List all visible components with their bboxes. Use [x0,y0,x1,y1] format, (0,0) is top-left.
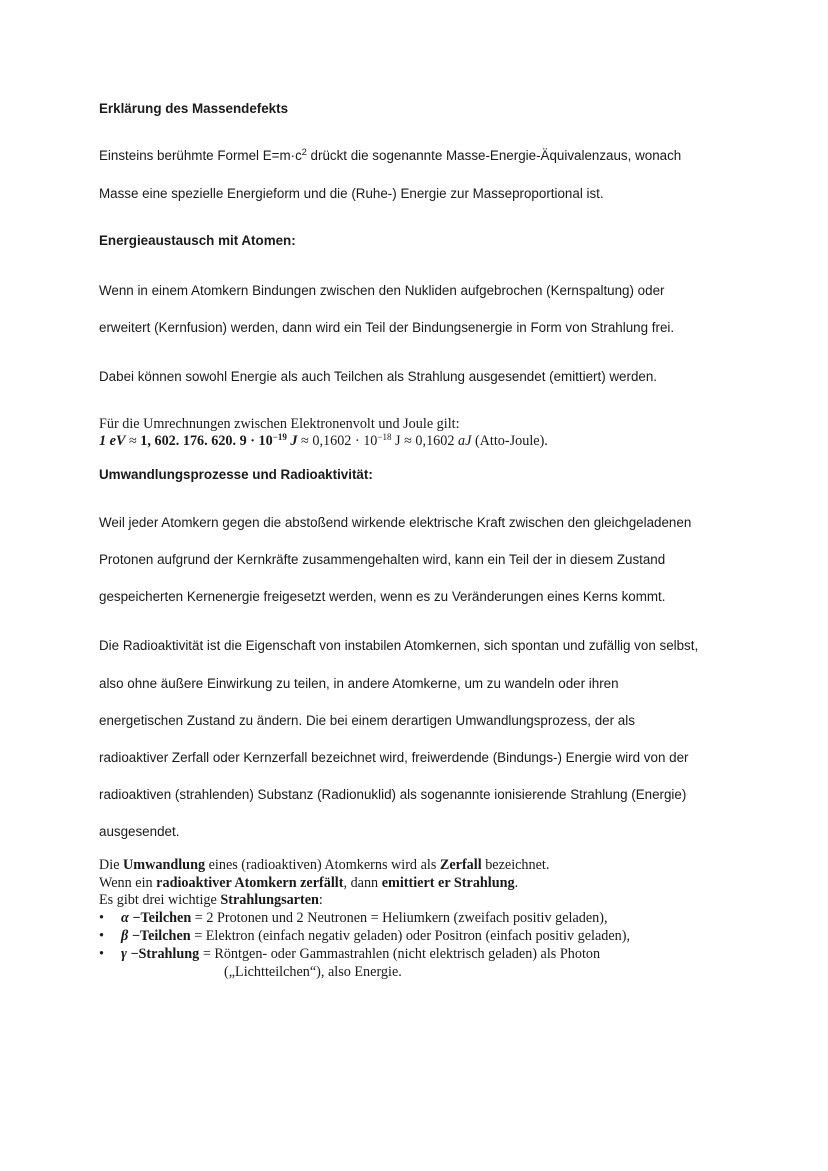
particle-name: −Teilchen [128,910,192,926]
text: bezeichnet. [481,857,550,873]
conversion-caption: Für die Umrechnungen zwischen Elektronenvolt und Joule gilt: [99,416,460,432]
intro-text-b: drückt die sogenannte Masse-Energie-Äquivalenzaus, wonach [306,148,682,163]
text: , dann [343,875,382,891]
bullet-icon: • [99,946,104,962]
list-item-beta [99,928,630,945]
paragraph-line: gespeicherten Kernenergie freigesetzt werden, wenn es zu Veränderungen eines Kerns kommt. [99,589,666,604]
conversion-formula [99,433,548,450]
paragraph-line: Die Radioaktivität ist die Eigenschaft von instabilen Atomkernen, sich spontan und zufällig von selbst, [99,638,699,653]
particle-description: = Röntgen- oder Gammastrahlen (nicht elektrisch geladen) als Photon [199,946,601,962]
paragraph-line: Wenn in einem Atomkern Bindungen zwischen den Nukliden aufgebrochen (Kernspaltung) oder [99,283,665,298]
section-title-radioactivity: Umwandlungsprozesse und Radioaktivität: [99,467,373,482]
formula-lhs: 1 eV [99,433,126,449]
paragraph-line: energetischen Zustand zu ändern. Die bei einem derartigen Umwandlungsprozess, der als [99,713,635,728]
greek-symbol: α [121,910,129,926]
paragraph-line: erweitert (Kernfusion) werden, dann wird ein Teil der Bindungsenergie in Form von Strahlung frei. [99,320,675,335]
paragraph-line: radioaktiver Zerfall oder Kernzerfall bezeichnet wird, freiwerdende (Bindungs-) Energie wird von der [99,750,689,765]
list-item-gamma-continuation: („Lichtteilchen“), also Energie. [224,964,402,980]
bold-text: Strahlungsarten [220,892,319,908]
paragraph-line: Weil jeder Atomkern gegen die abstoßend wirkende elektrische Kraft zwischen den gleichgeladenen [99,515,692,530]
intro-line-2: Masse eine spezielle Energieform und die (Ruhe-) Energie zur Masseproportional ist. [99,186,604,201]
intro-text-a: Einsteins berühmte Formel E=m·c [99,148,302,163]
formula-exp2: −18 [377,432,392,442]
particle-description: = 2 Protonen und 2 Neutronen = Heliumkern (zweifach positiv geladen), [191,910,608,926]
bold-text: Umwandlung [123,857,206,873]
greek-symbol: γ [121,946,127,962]
formula-value: 1, 602. 176. 620. 9 · 10 [140,433,273,449]
particle-name: −Strahlung [126,946,200,962]
summary-line-3 [99,892,323,909]
particle-description: = Elektron (einfach negativ geladen) oder Positron (einfach positiv geladen), [190,928,631,944]
paragraph-line: Protonen aufgrund der Kernkräfte zusammengehalten wird, kann ein Teil der in diesem Zustand [99,552,666,567]
list-item-alpha [99,910,608,927]
greek-symbol: β [121,928,129,944]
text: Es gibt drei wichtige [99,892,221,908]
text: eines (radioaktiven) Atomkerns wird als [205,857,440,873]
formula-rest-b: J ≈ 0,1602 [391,433,458,449]
list-item-gamma [99,946,600,963]
heading: Erklärung des Massendefekts [99,101,289,116]
text: . [514,875,519,891]
bold-text: emittiert er Strahlung [381,875,515,891]
paragraph-line: Dabei können sowohl Energie als auch Teilchen als Strahlung ausgesendet (emittiert) werden. [99,369,658,384]
bullet-icon: • [99,910,104,926]
particle-name: −Teilchen [128,928,191,944]
text: : [318,892,323,908]
summary-line-1 [99,857,549,874]
bold-text: radioaktiver Atomkern zerfällt [156,875,344,891]
summary-line-2 [99,875,518,892]
bullet-icon: • [99,928,104,944]
paragraph-line: ausgesendet. [99,824,180,839]
intro-line-1 [99,148,681,163]
text: Wenn ein [99,875,157,891]
formula-unit1: J [286,433,298,449]
paragraph-line: also ohne äußere Einwirkung zu teilen, in andere Atomkerne, um zu wandeln oder ihren [99,676,619,691]
formula-exp1: −19 [272,432,287,442]
formula-rest-a: ≈ 0,1602 · 10 [297,433,378,449]
formula-rest-c: (Atto-Joule). [471,433,548,449]
formula-approx: ≈ [125,433,141,449]
section-title-energy: Energieaustausch mit Atomen: [99,233,296,248]
text: Die [99,857,124,873]
superscript: 2 [301,147,307,157]
bold-text: Zerfall [439,857,482,873]
paragraph-line: radioaktiven (strahlenden) Substanz (Radionuklid) als sogenannte ionisierende Strahlung (Energie) [99,787,687,802]
formula-unit2: aJ [458,433,472,449]
